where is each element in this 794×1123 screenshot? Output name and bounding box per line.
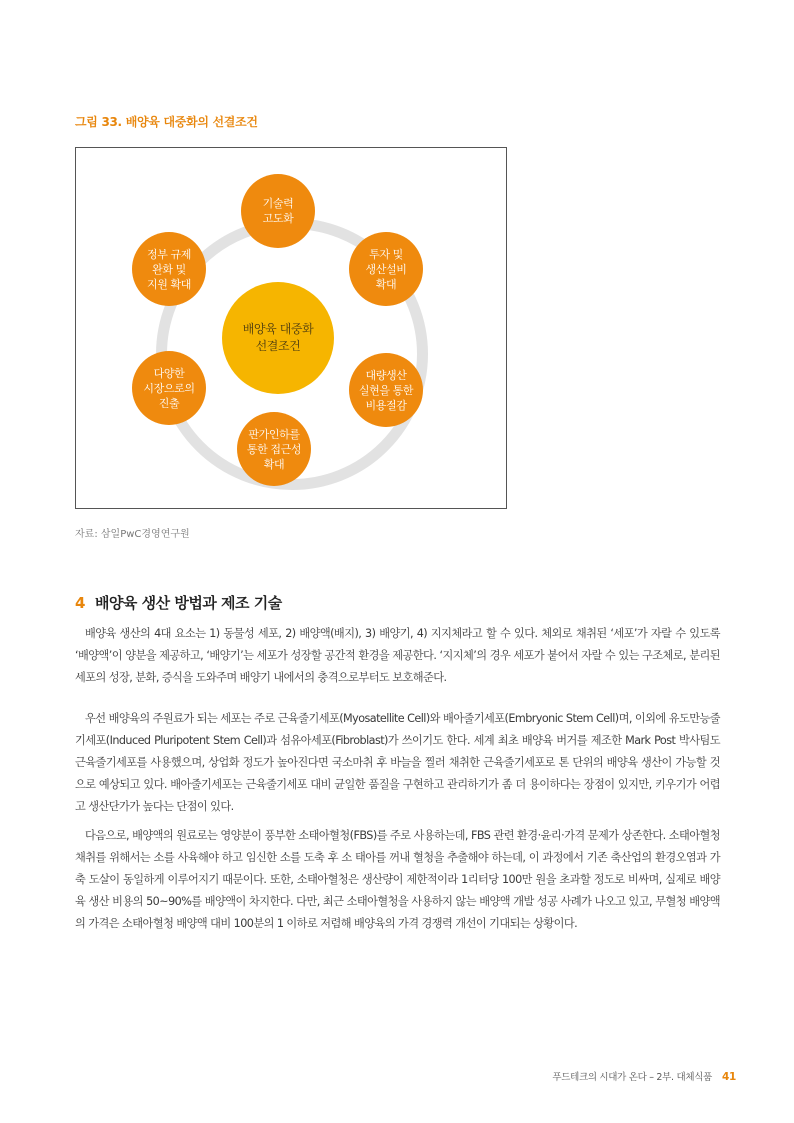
node-investment: 투자 및 생산설비 확대 (349, 232, 423, 306)
footer-text: 푸드테크의 시대가 온다 – 2부. 대체식품 (552, 1072, 712, 1083)
node-technology: 기술력 고도화 (241, 174, 315, 248)
section-number: 4 (75, 594, 85, 612)
node-accessibility: 판가인하를 통한 접근성 확대 (237, 412, 311, 486)
paragraph-2: 우선 배양육의 주원료가 되는 세포는 주로 근육줄기세포(Myosatellite Cell)와 배아줄기세포(Embryonic Stem Cell)며, 이외에 유도만능줄기세포(Induced Pluripotent Stem Cell)과 섬유아세포(Fibroblast)가 쓰이기도 한다. 세계 최초 배양육 버거를 제조한 Mark Post 박사팀도 근육줄기세포를 사용했으며, 상업화 정도가 높아진다면 국소마취 후 바늘을 찔러 채취한 근육줄기세포로 톤 단위의 배양육 생산이 가능할 것으로 예상되고 있다. 배아줄기세포는 근육줄기세포 대비 균일한 품질을 구현하고 관리하기가 좀 더 용이하다는 장점이 있지만, 키우기가 어렵고 생산단가가 높다는 단점이 있다. (75, 712, 720, 813)
figure-caption: 그림 33. 배양육 대중화의 선결조건 (75, 115, 258, 129)
node-regulation: 정부 규제 완화 및 지원 확대 (132, 232, 206, 306)
figure-source: 자료: 삼일PwC경영연구원 (75, 529, 190, 540)
section-title: 배양육 생산 방법과 제조 기술 (94, 594, 282, 612)
node-cost-reduction: 대량생산 실현을 통한 비용절감 (349, 353, 423, 427)
paragraph-1: 배양육 생산의 4대 요소는 1) 동물성 세포, 2) 배양액(배지), 3) 배양기, 4) 지지체라고 할 수 있다. 체외로 채취된 ‘세포’가 자랄 수 있도록 ‘배양액’이 양분을 제공하고, ‘배양기’는 세포가 성장할 공간적 환경을 제공한다. ‘지지체’의 경우 세포가 붙어서 자랄 수 있는 구조체로, 분리된 세포의 성장, 분화, 증식을 도와주며 배양기 내에서의 충격으로부터도 보호해준다. (75, 627, 720, 684)
figure-diagram (75, 147, 507, 509)
paragraph-3: 다음으로, 배양액의 원료로는 영양분이 풍부한 소태아혈청(FBS)를 주로 사용하는데, FBS 관련 환경·윤리·가격 문제가 상존한다. 소태아혈청 채취를 위해서는 소를 사육해야 하고 임신한 소를 도축 후 소 태아를 꺼내 혈청을 추출해야 하는데, 이 과정에서 기존 축산업의 환경오염과 가축 도살이 동일하게 이루어지기 때문이다. 또한, 소태아혈청은 생산량이 제한적이라 1리터당 100만 원을 초과할 정도로 비싸며, 실제로 배양육 생산 비용의 50~90%를 배양액이 차지한다. 다만, 최근 소태아혈청을 사용하지 않는 배양액 개발 성공 사례가 나오고 있고, 무혈청 배양액의 가격은 소태아혈청 배양액 대비 100분의 1 이하로 저렴해 배양육의 가격 경쟁력 개선이 기대되는 상황이다. (75, 829, 720, 930)
page-footer (552, 1069, 736, 1083)
center-node: 배양육 대중화 선결조건 (222, 282, 334, 394)
node-market-expansion: 다양한 시장으로의 진출 (132, 351, 206, 425)
section-heading (75, 592, 282, 613)
page-number: 41 (721, 1071, 736, 1083)
